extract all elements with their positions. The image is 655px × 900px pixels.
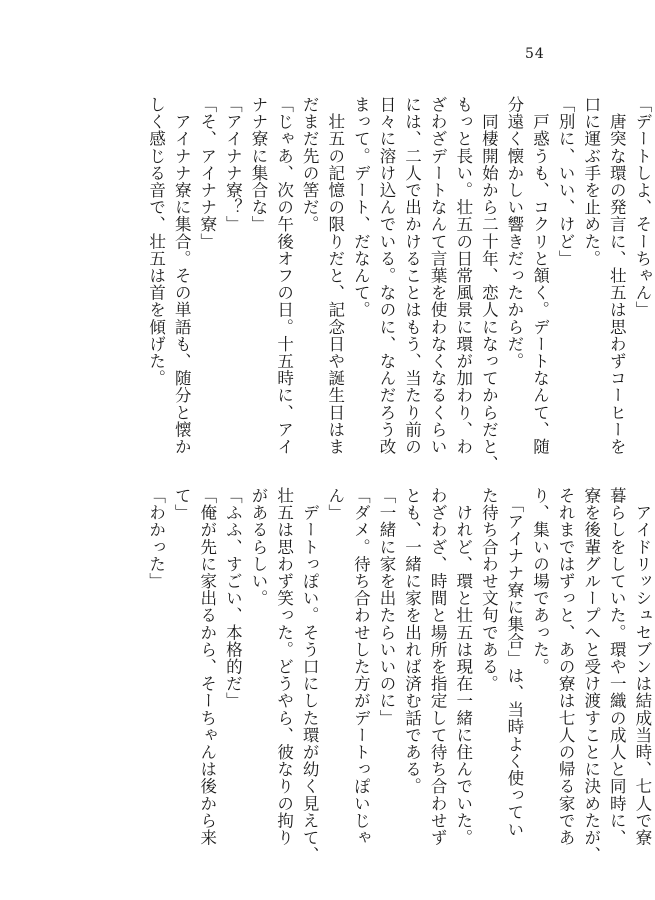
text-line: 同棲開始から二十年、恋人になってからだと、 (479, 96, 499, 473)
text-line: だまだ先の筈だ。 (300, 96, 320, 233)
text-line: 「デートしよ、そーちゃん」 (632, 96, 652, 319)
text-line: けれど、環と壮五は現在一緒に住んでいた。 (453, 487, 473, 847)
page-number: 54 (525, 46, 545, 62)
text-line: 壮五の記憶の限りだと、記念日や誕生日はま (325, 96, 345, 456)
text-line: には、二人で出かけることはもう、当たり前の (402, 96, 422, 456)
text-line: アイドリッシュセブンは結成当時、七人で寮 (632, 487, 652, 847)
text-line: 暮らしをしていた。環や一織の成人と同時に、 (607, 487, 627, 847)
text-line: た待ち合わせ文句である。 (479, 487, 499, 693)
text-line: 戸惑うも、コクリと頷く。デートなんて、随 (530, 96, 550, 456)
text-line: 寮を後輩グループへと受け渡すことに決めたが、 (581, 487, 601, 864)
text-line: 「一緒に家を出たらいいのに」 (376, 487, 396, 727)
text-line: わざわざ、時間と場所を指定して待ち合わせず (428, 487, 448, 847)
text-line: まって。デート、だなんて。 (351, 96, 371, 319)
text-line: アイナナ寮に集合。その単語も、随分と懐か (172, 96, 192, 456)
text-line: 「アイナナ寮？」 (223, 96, 243, 233)
text-line: り、集いの場であった。 (530, 487, 550, 676)
text-line: 「ふふ、すごい、本格的だ」 (223, 487, 243, 710)
text-line: 「別に、いい、けど」 (556, 96, 576, 267)
text-line: 分遠く懐かしい響きだったからだ。 (504, 96, 524, 370)
text-line: とも、一緒に家を出れば済む話である。 (402, 487, 422, 795)
text-line: 「アイナナ寮に集合」は、当時よく使ってい (504, 487, 524, 838)
text-line: 口に運ぶ手を止めた。 (581, 96, 601, 267)
top-text-block (143, 96, 655, 486)
text-line: デートっぽい。そう口にした環が幼く見えて、 (300, 487, 320, 864)
text-line: 「ダメ。待ち合わせした方がデートっぽいじゃ (351, 487, 371, 847)
text-line: 壮五は思わず笑った。どうやら、彼なりの拘り (274, 487, 294, 847)
text-line: もっと長い。壮五の日常風景に環が加わり、わ (453, 96, 473, 456)
text-line: ざわざデートなんて言葉を使わなくなるくらい (428, 96, 448, 456)
text-line: それまではずっと、あの寮は七人の帰る家であ (556, 487, 576, 847)
text-line: ん」 (325, 487, 345, 522)
text-line: 「じゃあ、次の午後オフの日。十五時に、アイ (274, 96, 294, 456)
text-line: 「そ、アイナナ寮」 (197, 96, 217, 250)
bottom-text-block (143, 487, 655, 877)
text-line: て」 (172, 487, 192, 522)
text-line: 唐突な環の発言に、壮五は思わずコーヒーを (607, 96, 627, 456)
text-line: ナナ寮に集合な」 (248, 96, 268, 233)
text-line: 「俺が先に家出るから、そーちゃんは後から来 (197, 487, 217, 847)
text-line: 日々に溶け込んでいる。なのに、なんだろう改 (376, 96, 396, 456)
text-line: 「わかった」 (146, 487, 166, 590)
text-line: があるらしい。 (248, 487, 268, 607)
text-line: しく感じる音で、壮五は首を傾げた。 (146, 96, 166, 387)
